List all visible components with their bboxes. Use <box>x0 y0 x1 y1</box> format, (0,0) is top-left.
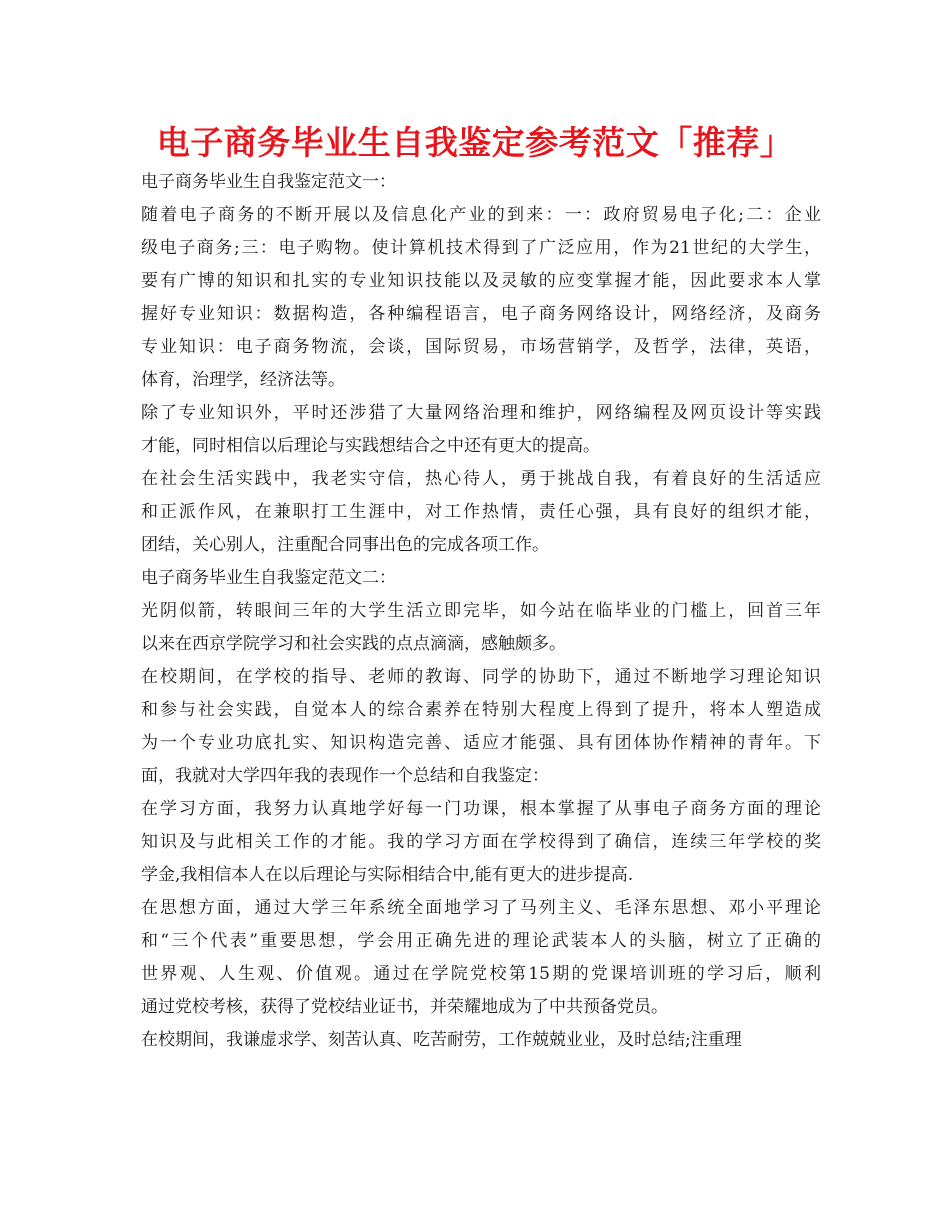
text-line: 级电子商务;三：电子购物。使计算机技术得到了广泛应用，作为21世纪的大学生， <box>141 238 821 258</box>
text-line: 在思想方面，通过大学三年系统全面地学习了马列主义、毛泽东思想、邓小平理论 <box>141 898 821 918</box>
text-line: 在学习方面，我努力认真地学好每一门功课，根本掌握了从事电子商务方面的理论 <box>141 799 821 819</box>
text-line: 电子商务毕业生自我鉴定范文一： <box>141 172 396 192</box>
text-line: 才能，同时相信以后理论与实践想结合之中还有更大的提高。 <box>141 436 600 456</box>
paragraph <box>141 661 821 793</box>
text-line: 光阴似箭，转眼间三年的大学生活立即完毕，如今站在临毕业的门槛上，回首三年 <box>141 601 821 621</box>
text-line: 电子商务毕业生自我鉴定范文二： <box>141 568 396 588</box>
text-line: 和参与社会实践，自觉本人的综合素养在特别大程度上得到了提升，将本人塑造成 <box>141 700 821 720</box>
text-line: 面，我就对大学四年我的表现作一个总结和自我鉴定： <box>141 766 549 786</box>
paragraph <box>141 463 821 562</box>
text-line: 随着电子商务的不断开展以及信息化产业的到来：一：政府贸易电子化;二：企业 <box>141 205 821 225</box>
text-line: 和“三个代表”重要思想，学会用正确先进的理论武装本人的头脑，树立了正确的 <box>141 931 821 951</box>
text-line: 体育，治理学，经济法等。 <box>141 370 345 390</box>
text-line: 世界观、人生观、价值观。通过在学院党校第15期的党课培训班的学习后，顺利 <box>141 964 821 984</box>
text-line: 学金,我相信本人在以后理论与实际相结合中,能有更大的进步提高. <box>141 865 634 885</box>
paragraph <box>141 397 821 463</box>
paragraph <box>141 1024 821 1057</box>
text-line: 通过党校考核，获得了党校结业证书，并荣耀地成为了中共预备党员。 <box>141 997 668 1017</box>
text-line: 要有广博的知识和扎实的专业知识技能以及灵敏的应变掌握才能，因此要求本人掌 <box>141 271 821 291</box>
text-line: 为一个专业功底扎实、知识构造完善、适应才能强、具有团体协作精神的青年。下 <box>141 733 821 753</box>
text-line: 和正派作风，在兼职打工生涯中，对工作热情，责任心强，具有良好的组织才能， <box>141 502 821 522</box>
paragraph <box>141 199 821 397</box>
paragraph <box>141 793 821 892</box>
text-line: 专业知识：电子商务物流，会谈，国际贸易，市场营销学，及哲学，法律，英语， <box>141 337 821 357</box>
text-line: 握好专业知识：数据构造，各种编程语言，电子商务网络设计，网络经济，及商务 <box>141 304 821 324</box>
text-line: 除了专业知识外，平时还涉猎了大量网络治理和维护，网络编程及网页设计等实践 <box>141 403 821 423</box>
text-line: 在社会生活实践中，我老实守信，热心待人，勇于挑战自我，有着良好的生活适应 <box>141 469 821 489</box>
document-body <box>141 166 821 1057</box>
document-title: 电子商务毕业生自我鉴定参考范文「推荐」 <box>156 123 794 162</box>
text-line: 在校期间，我谦虚求学、刻苦认真、吃苦耐劳，工作兢兢业业，及时总结;注重理 <box>141 1030 742 1050</box>
paragraph <box>141 595 821 661</box>
text-line: 在校期间，在学校的指导、老师的教诲、同学的协助下，通过不断地学习理论知识 <box>141 667 821 687</box>
paragraph <box>141 892 821 1024</box>
paragraph <box>141 166 821 199</box>
paragraph <box>141 562 821 595</box>
text-line: 团结，关心别人，注重配合同事出色的完成各项工作。 <box>141 535 549 555</box>
text-line: 以来在西京学院学习和社会实践的点点滴滴，感触颇多。 <box>141 634 566 654</box>
text-line: 知识及与此相关工作的才能。我的学习方面在学校得到了确信，连续三年学校的奖 <box>141 832 821 852</box>
